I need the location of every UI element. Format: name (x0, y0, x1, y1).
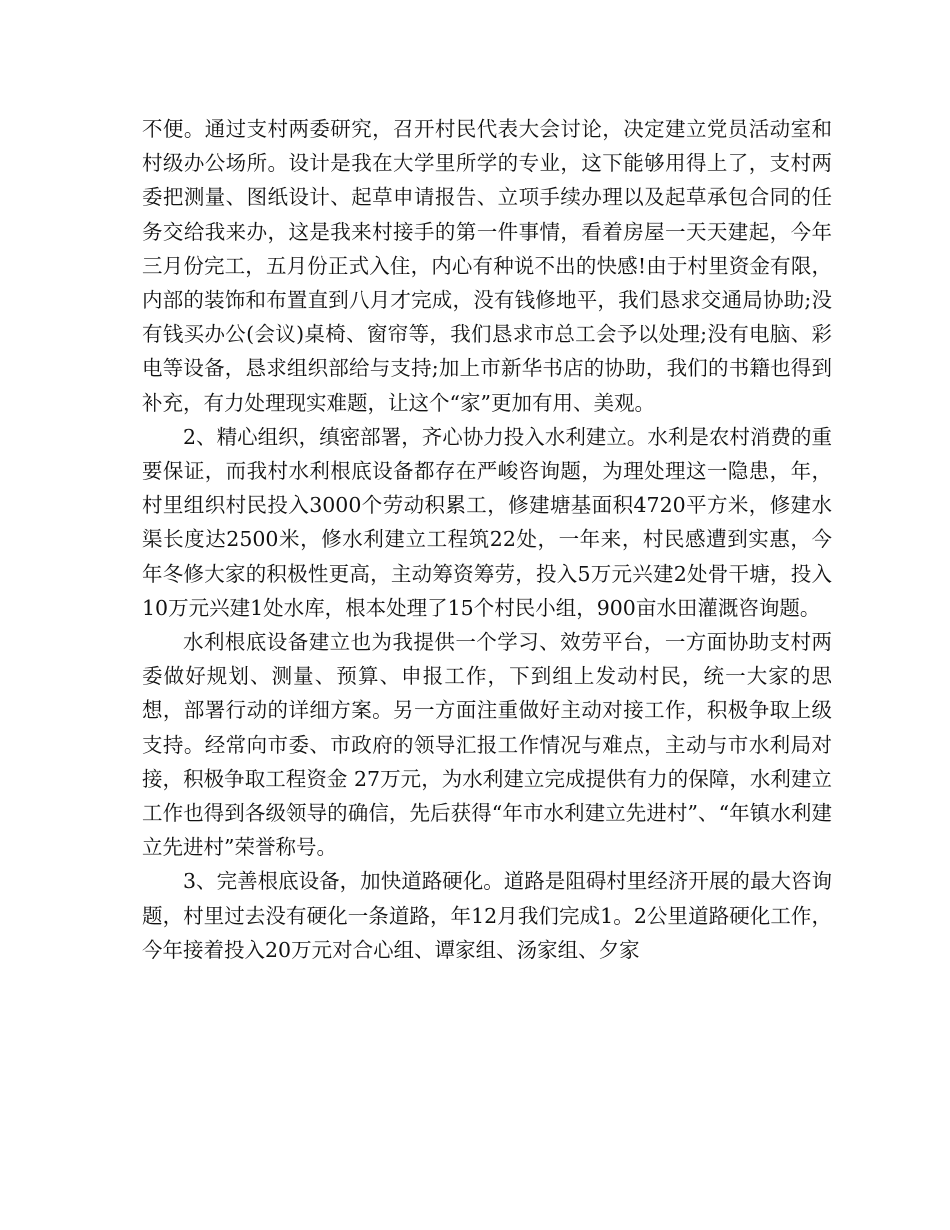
paragraph-road-hardening: 3、完善根底设备，加快道路硬化。道路是阻碍村里经济开展的最大咨询题，村里过去没有硬化一条道路，年12月我们完成1。2公里道路硬化工作，今年接着投入20万元对合心组、谭家组、汤家组、夕家 (142, 869, 832, 962)
paragraph-water-infrastructure-platform: 水利根底设备建立也为我提供一个学习、效劳平台，一方面协助支村两委做好规划、测量、预算、申报工作，下到组上发动村民，统一大家的思想，部署行动的详细方案。另一方面注重做好主动对接工作，积极争取上级支持。经常向市委、市政府的领导汇报工作情况与难点，主动与市水利局对接，积极争取工程资金 27万元，为水利建立完成提供有力的保障，水利建立工作也得到各级领导的确信，先后获得“年市水利建立先进村”、“年镇水利建立先进村”荣誉称号。 (142, 630, 832, 860)
paragraph-party-activity-room: 不便。通过支村两委研究，召开村民代表大会讨论，决定建立党员活动室和村级办公场所。设计是我在大学里所学的专业，这下能够用得上了，支村两委把测量、图纸设计、起草申请报告、立项手续办理以及起草承包合同的任务交给我来办，这是我来村接手的第一件事情，看着房屋一天天建起，今年三月份完工，五月份正式入住，内心有种说不出的快感!由于村里资金有限，内部的装饰和布置直到八月才完成，没有钱修地平，我们恳求交通局协助;没有钱买办公(会议)桌椅、窗帘等，我们恳求市总工会予以处理;没有电脑、彩电等设备，恳求组织部给与支持;加上市新华书店的协助，我们的书籍也得到补充，有力处理现实难题，让这个“家”更加有用、美观。 (142, 117, 832, 415)
document-page (142, 112, 832, 967)
paragraph-water-conservancy: 2、精心组织，缜密部署，齐心协力投入水利建立。水利是农村消费的重要保证，而我村水利根底设备都存在严峻咨询题，为理处理这一隐患，年，村里组织村民投入3000个劳动积累工，修建塘基面积4720平方米，修建水渠长度达2500米，修水利建立工程筑22处，一年来，村民感遭到实惠，今年冬修大家的积极性更高，主动筹资筹劳，投入5万元兴建2处骨干塘，投入10万元兴建1处水库，根本处理了15个村民小组，900亩水田灌溉咨询题。 (142, 424, 832, 620)
